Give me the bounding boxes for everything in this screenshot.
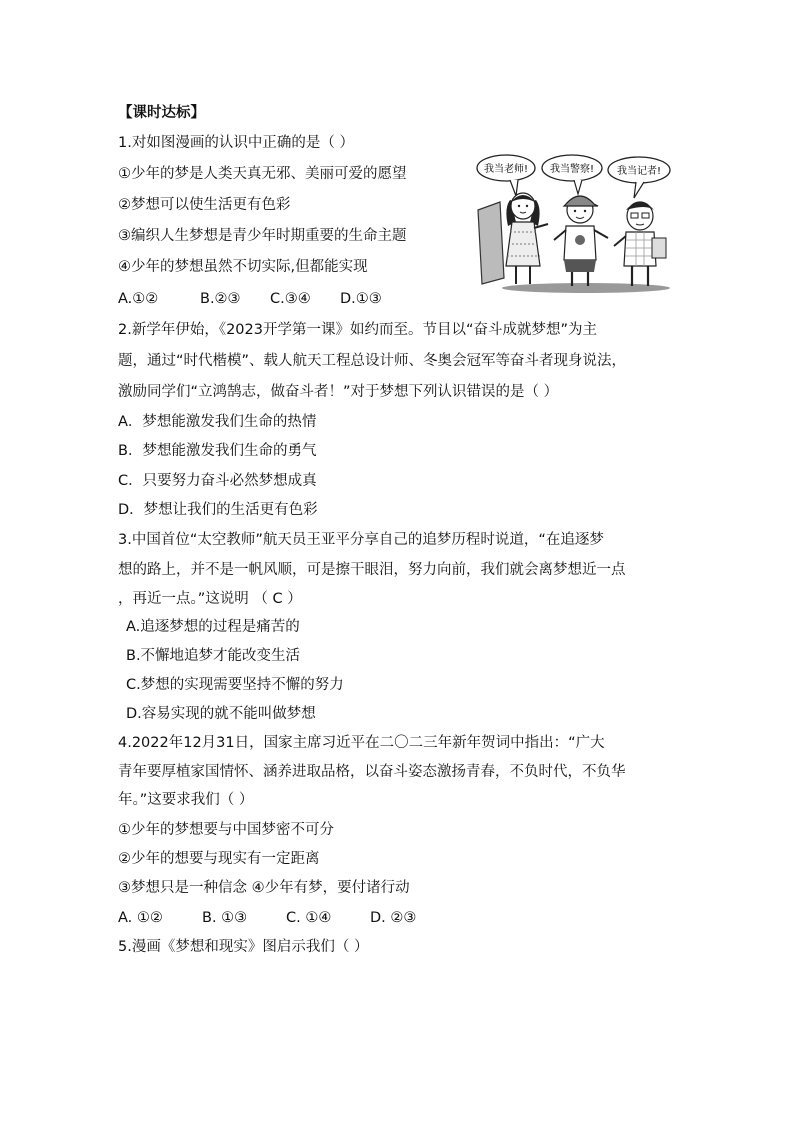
q2-stem-line-3: 激励同学们“立鸿鹄志，做奋斗者！”对于梦想下列认识错误的是（ ） [118,384,559,400]
q4-options [118,908,416,928]
q4-option-d: D. ②③ [370,910,417,926]
section-title: 【课时达标】 [118,105,205,121]
q1-option-b: B.②③ [200,291,241,307]
q1-item-2: ②梦想可以使生活更有色彩 [118,197,291,213]
q4-item-1: ①少年的梦想要与中国梦密不可分 [118,822,334,838]
q3-stem-line-1: 3.中国首位“太空教师”航天员王亚平分享自己的追梦历程时说道，“在追逐梦 [118,532,604,548]
q4-option-a: A. ①② [118,910,163,926]
bubble-text-police: 我当警察! [549,164,595,175]
q3-stem-line-3: ，再近一点。”这说明 （ C ） [118,591,302,607]
q4-stem-line-2: 青年要厚植家国情怀、涵养进取品格，以奋斗姿态激扬青春，不负时代，不负华 [118,764,626,780]
q4-option-c: C. ①④ [286,910,332,926]
q3-option-a: A.追逐梦想的过程是痛苦的 [126,619,300,635]
q4-stem-line-1: 4.2022年12月31日，国家主席习近平在二〇二三年新年贺词中指出：“广大 [118,735,605,751]
q3-option-d: D.容易实现的就不能叫做梦想 [126,706,316,722]
q4-option-b: B. ①③ [202,910,248,926]
q1-item-3: ③编织人生梦想是青少年时期重要的生命主题 [118,228,407,244]
q2-stem-line-2: 题，通过“时代楷模”、载人航天工程总设计师、冬奥会冠军等奋斗者现身说法， [118,353,627,369]
q5-stem: 5.漫画《梦想和现实》图启示我们（ ） [118,939,369,955]
q1-item-4: ④少年的梦想虽然不切实际,但都能实现 [118,259,368,275]
q4-item-2: ②少年的想要与现实有一定距离 [118,851,320,867]
q2-option-b: B．梦想能激发我们生命的勇气 [118,443,317,459]
q2-option-a: A．梦想能激发我们生命的热情 [118,414,317,430]
q1-option-c: C.③④ [270,291,311,307]
q3-option-c: C.梦想的实现需要坚持不懈的努力 [126,677,344,693]
q4-stem-line-3: 年。”这要求我们（ ） [118,792,254,808]
bubble-text-reporter: 我当记者! [616,166,662,177]
q1-option-a: A.①② [118,291,159,307]
q3-stem-line-2: 想的路上，并不是一帆风顺，可是擦干眼泪，努力向前，我们就会离梦想近一点 [118,562,626,578]
q1-stem: 1.对如图漫画的认识中正确的是（ ） [118,135,354,151]
dream-cartoon-illustration [476,148,672,294]
q1-item-1: ①少年的梦是人类天真无邪、美丽可爱的愿望 [118,166,407,182]
q2-option-c: C．只要努力奋斗必然梦想成真 [118,473,317,489]
girl-figure [506,193,548,284]
boy-police-figure [554,196,608,286]
q1-option-d: D.①③ [340,291,382,307]
q2-stem-line-1: 2.新学年伊始，《2023开学第一课》如约而至。节目以“奋斗成就梦想”为主 [118,322,598,338]
q1-options [118,289,382,309]
q2-option-d: D．梦想让我们的生活更有色彩 [118,502,318,518]
bubble-text-teacher: 我当老师! [483,164,529,175]
q3-option-b: B.不懈地追梦才能改变生活 [126,648,301,664]
q4-item-3: ③梦想只是一种信念 ④少年有梦，要付诸行动 [118,880,410,896]
boy-reporter-figure [614,202,666,286]
